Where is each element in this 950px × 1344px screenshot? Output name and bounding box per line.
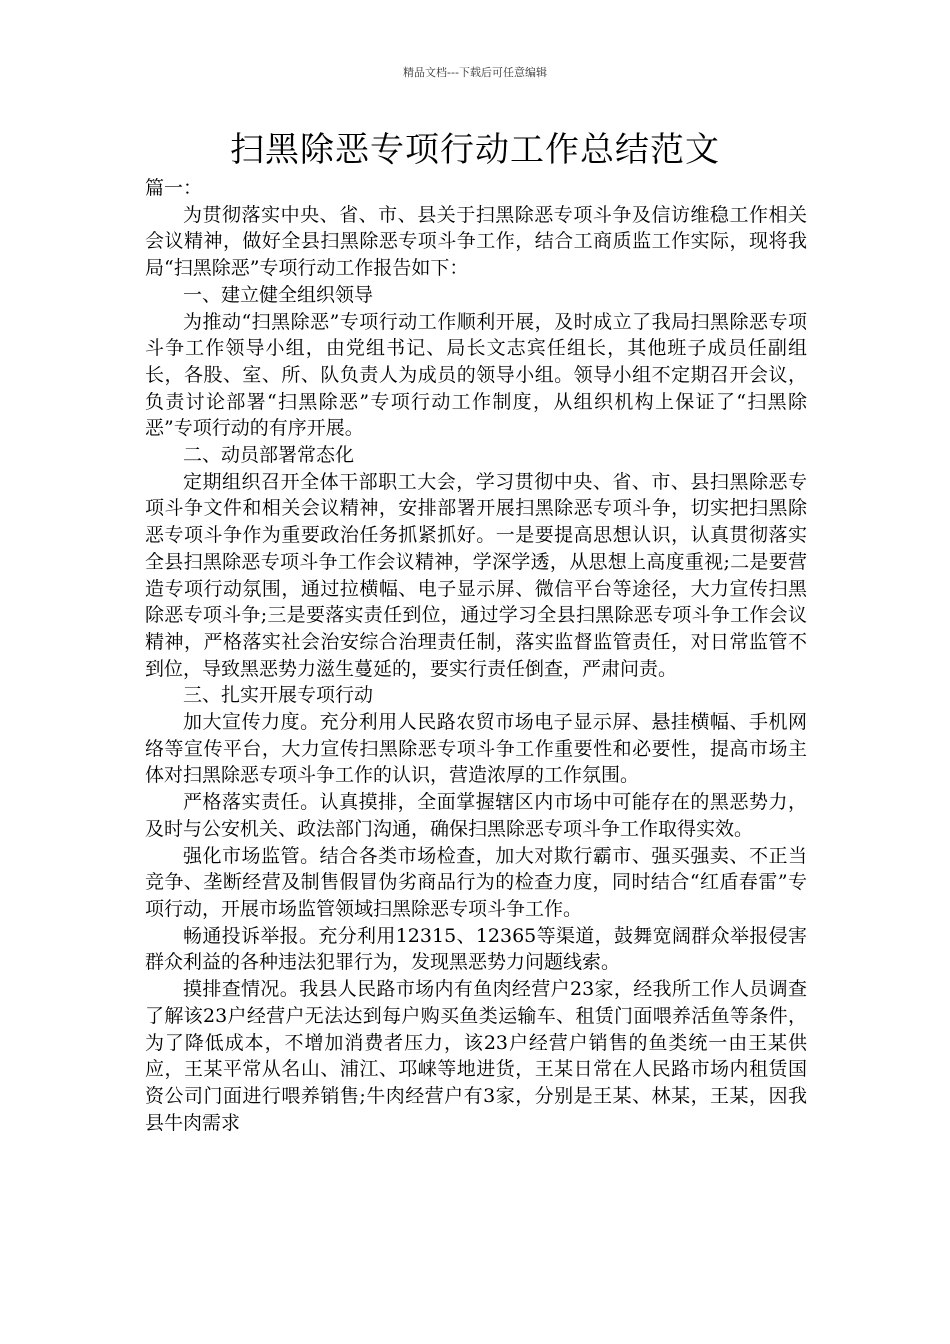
section-heading-1: 一、建立健全组织领导 — [183, 283, 374, 306]
body-paragraph: 强化市场监管。结合各类市场检查，加大对欺行霸市、强买强卖、不正当竞争、垄断经营及制售假冒伪劣商品行为的检查力度，同时结合“红盾春雷”专项行动，开展市场监管领域扫黑除恶专项斗争工作。 — [145, 844, 807, 920]
body-paragraph: 摸排查情况。我县人民路市场内有鱼肉经营户23家，经我所工作人员调查了解该23户经营户无法达到每户购买鱼类运输车、租赁门面喂养活鱼等条件，为了降低成本，不增加消费者压力，该23户经营户销售的鱼类统一由王某供应，王某平常从名山、浦江、邛崃等地进货，王某日常在人民路市场内租赁国资公司门面进行喂养销售;牛肉经营户有3家，分别是王某、林某，王某，因我县牛肉需求 — [145, 978, 807, 1134]
section-heading-3: 三、扎实开展专项行动 — [183, 684, 374, 707]
section-heading-2: 二、动员部署常态化 — [183, 444, 355, 467]
body-paragraph: 定期组织召开全体干部职工大会，学习贯彻中央、省、市、县扫黑除恶专项斗争文件和相关会议精神，安排部署开展扫黑除恶专项斗争，切实把扫黑除恶专项斗争作为重要政治任务抓紧抓好。一是要提高思想认识，认真贯彻落实全县扫黑除恶专项斗争工作会议精神，学深学透，从思想上高度重视;二是要营造专项行动氛围，通过拉横幅、电子显示屏、微信平台等途径，大力宣传扫黑除恶专项斗争;三是要落实责任到位，通过学习全县扫黑除恶专项斗争工作会议精神，严格落实社会治安综合治理责任制，落实监督监管责任，对日常监管不到位，导致黑恶势力滋生蔓延的，要实行责任倒查，严肃问责。 — [145, 470, 807, 680]
body-paragraph: 畅通投诉举报。充分利用12315、12365等渠道，鼓舞宽阔群众举报侵害群众利益的各种违法犯罪行为，发现黑恶势力问题线索。 — [145, 924, 807, 974]
body-paragraph: 加大宣传力度。充分利用人民路农贸市场电子显示屏、悬挂横幅、手机网络等宣传平台，大力宣传扫黑除恶专项斗争工作重要性和必要性，提高市场主体对扫黑除恶专项斗争工作的认识，营造浓厚的工作氛围。 — [145, 711, 807, 787]
header-note: 精品文档---下载后可任意编辑 — [403, 66, 547, 79]
document-body — [145, 175, 807, 1136]
body-paragraph: 严格落实责任。认真摸排，全面掌握辖区内市场中可能存在的黑恶势力，及时与公安机关、政法部门沟通，确保扫黑除恶专项斗争工作取得实效。 — [145, 791, 807, 840]
body-paragraph: 为推动“扫黑除恶”专项行动工作顺利开展，及时成立了我局扫黑除恶专项斗争工作领导小组，由党组书记、局长文志宾任组长，其他班子成员任副组长，各股、室、所、队负责人为成员的领导小组。领导小组不定期召开会议，负责讨论部署“扫黑除恶”专项行动工作制度，从组织机构上保证了“扫黑除恶”专项行动的有序开展。 — [145, 310, 807, 440]
intro-paragraph: 为贯彻落实中央、省、市、县关于扫黑除恶专项斗争及信访维稳工作相关会议精神，做好全县扫黑除恶专项斗争工作，结合工商质监工作实际，现将我局“扫黑除恶”专项行动工作报告如下： — [145, 203, 807, 280]
document-title: 扫黑除恶专项行动工作总结范文 — [230, 130, 720, 170]
section-label: 篇一： — [145, 177, 203, 199]
